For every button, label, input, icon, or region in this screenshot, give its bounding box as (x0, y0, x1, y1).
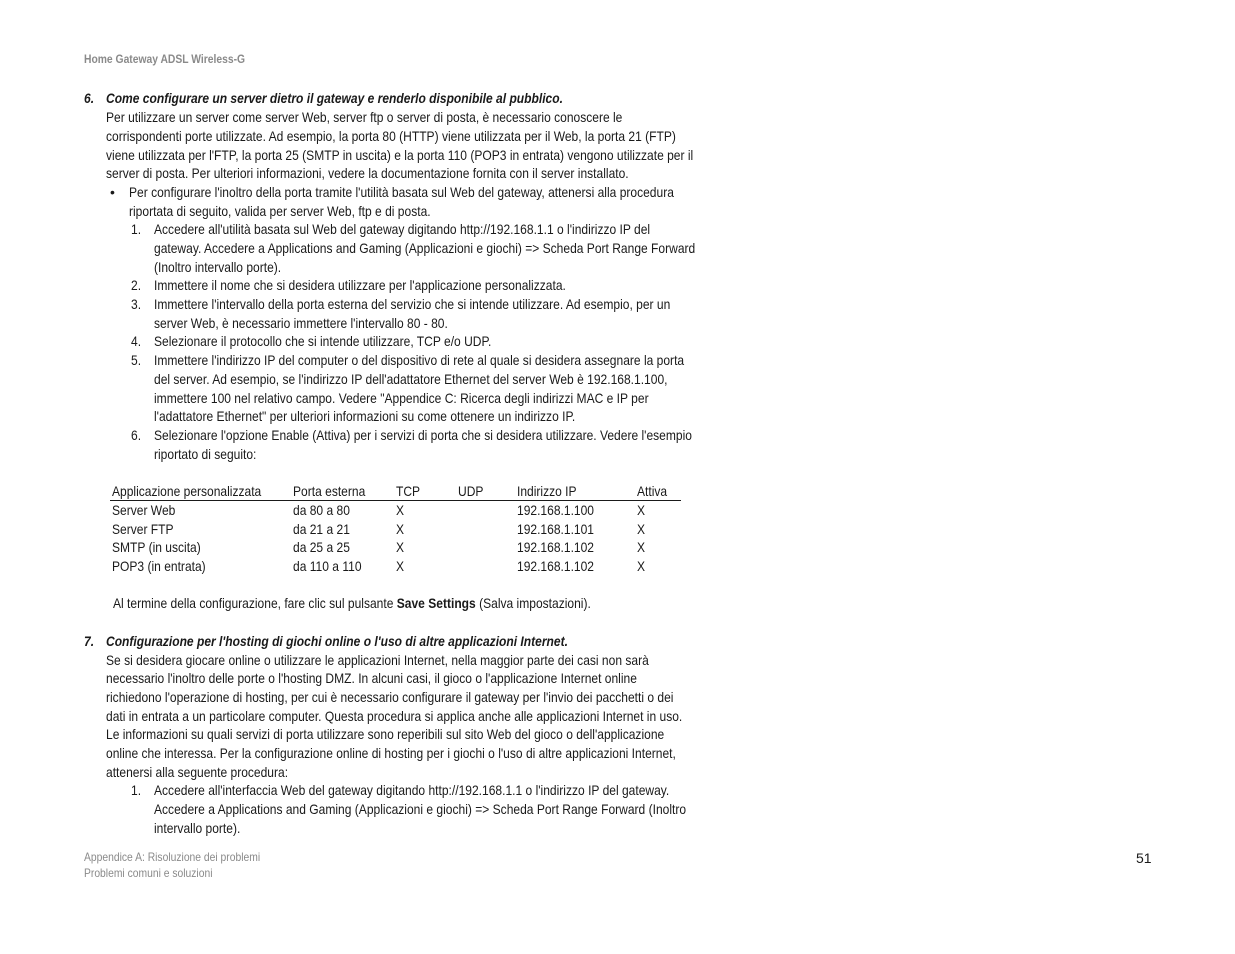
paragraph-line: attenersi alla seguente procedura: (106, 764, 289, 780)
table-cell: X (396, 521, 405, 537)
save-settings-instruction: Al termine della configurazione, fare clic sul pulsante Save Settings (Salva impostazioni). (113, 595, 591, 611)
paragraph-line: Le informazioni su quali servizi di porta utilizzare sono reperibili sul sito Web del gioco o dell'applicazione (106, 726, 665, 742)
section-7-title: Configurazione per l'hosting di giochi online o l'uso di altre applicazioni Internet. (106, 633, 568, 649)
table-header: TCP (396, 483, 421, 499)
table-cell: 192.168.1.101 (517, 521, 594, 537)
table-cell: 192.168.1.102 (517, 539, 594, 555)
step-line: riportato di seguito: (154, 446, 257, 462)
step-line: (Inoltro intervallo porte). (154, 259, 282, 275)
paragraph-line: Per utilizzare un server come server Web, server ftp o server di posta, è necessario conoscere le (106, 109, 623, 125)
table-header: UDP (458, 483, 484, 499)
bullet-line: Per configurare l'inoltro della porta tramite l'utilità basata sul Web del gateway, attenersi alla procedura (129, 184, 674, 200)
table-header: Applicazione personalizzata (112, 483, 262, 499)
table-cell: X (396, 558, 405, 574)
step-line: Immettere l'intervallo della porta esterna del servizio che si intende utilizzare. Ad esempio, per un (154, 296, 671, 312)
table-cell: X (637, 502, 646, 518)
step-number: 2. (131, 277, 142, 293)
table-cell: X (637, 539, 646, 555)
step-number: 4. (131, 333, 142, 349)
step-line: Selezionare il protocollo che si intende utilizzare, TCP e/o UDP. (154, 333, 492, 349)
footer-chapter: Appendice A: Risoluzione dei problemi (84, 850, 261, 864)
step-line: gateway. Accedere a Applications and Gaming (Applicazioni e giochi) => Scheda Port Range Forward (154, 240, 696, 256)
table-cell: da 21 a 21 (293, 521, 350, 537)
paragraph-line: corrispondenti porte utilizzate. Ad esempio, la porta 80 (HTTP) viene utilizzata per il Web, la porta 21 (FTP) (106, 128, 676, 144)
step-line: Immettere l'indirizzo IP del computer o del dispositivo di rete al quale si desidera assegnare la porta (154, 352, 685, 368)
bullet-icon: • (110, 184, 115, 200)
bullet-line: riportata di seguito, valida per server Web, ftp e di posta. (129, 203, 431, 219)
step-number: 1. (131, 221, 142, 237)
paragraph-line: online che interessa. Per la configurazione online di hosting per i giochi o l'uso di altre applicazioni Internet, (106, 745, 676, 761)
step-number: 1. (131, 782, 142, 798)
table-cell: Server Web (112, 502, 176, 518)
section-6-title: Come configurare un server dietro il gateway e renderlo disponibile al pubblico. (106, 90, 563, 106)
table-cell: da 80 a 80 (293, 502, 350, 518)
step-line: Immettere il nome che si desidera utilizzare per l'applicazione personalizzata. (154, 277, 566, 293)
step-line: del server. Ad esempio, se l'indirizzo IP dell'adattatore Ethernet del server Web è 192.168.1.100, (154, 371, 668, 387)
table-header: Porta esterna (293, 483, 366, 499)
table-header: Indirizzo IP (517, 483, 577, 499)
step-number: 6. (131, 427, 142, 443)
table-cell: 192.168.1.102 (517, 558, 594, 574)
paragraph-line: server di posta. Per ulteriori informazioni, vedere la documentazione fornita con il server installato. (106, 165, 629, 181)
paragraph-line: viene utilizzata per l'FTP, la porta 25 (SMTP in uscita) e la porta 110 (POP3 in entrata) vengono utilizzate per il (106, 147, 694, 163)
table-cell: da 110 a 110 (293, 558, 362, 574)
step-line: Accedere a Applications and Gaming (Applicazioni e giochi) => Scheda Port Range Forward (Inoltro (154, 801, 687, 817)
table-cell: POP3 (in entrata) (112, 558, 206, 574)
step-number: 3. (131, 296, 142, 312)
table-cell: X (396, 539, 405, 555)
paragraph-line: richiedono l'operazione di hosting, per cui è necessario configurare il gateway per l'invio dei pacchetti o dei (106, 689, 674, 705)
running-header: Home Gateway ADSL Wireless-G (84, 52, 246, 66)
section-7-number: 7. (84, 633, 95, 649)
step-line: Accedere all'utilità basata sul Web del gateway digitando http://192.168.1.1 o l'indirizzo IP del (154, 221, 651, 237)
table-cell: Server FTP (112, 521, 174, 537)
table-header: Attiva (637, 483, 668, 499)
table-cell: X (637, 558, 646, 574)
step-line: server Web, è necessario immettere l'intervallo 80 - 80. (154, 315, 448, 331)
step-number: 5. (131, 352, 142, 368)
table-cell: da 25 a 25 (293, 539, 350, 555)
section-6-number: 6. (84, 90, 95, 106)
page-number: 51 (1136, 850, 1152, 866)
step-line: Accedere all'interfaccia Web del gateway digitando http://192.168.1.1 o l'indirizzo IP del gateway. (154, 782, 670, 798)
step-line: immettere 100 nel relativo campo. Vedere "Appendice C: Ricerca degli indirizzi MAC e IP per (154, 390, 649, 406)
step-line: Selezionare l'opzione Enable (Attiva) per i servizi di porta che si desidera utilizzare. Vedere l'esempio (154, 427, 692, 443)
paragraph-line: necessario l'inoltro delle porte o l'hosting DMZ. In alcuni casi, il gioco o l'applicazione Internet online (106, 670, 637, 686)
paragraph-line: Se si desidera giocare online o utilizzare le applicazioni Internet, nella maggior parte dei casi non sarà (106, 652, 649, 668)
step-line: intervallo porte). (154, 820, 241, 836)
save-settings-label: Save Settings (396, 595, 476, 611)
table-cell: X (396, 502, 405, 518)
table-cell: SMTP (in uscita) (112, 539, 201, 555)
paragraph-line: dati in entrata a un particolare computer. Questa procedura si applica anche alle applicazioni Internet in uso. (106, 708, 683, 724)
table-cell: X (637, 521, 646, 537)
table-cell: 192.168.1.100 (517, 502, 594, 518)
footer-section: Problemi comuni e soluzioni (84, 866, 213, 880)
step-line: l'adattatore Ethernet" per ulteriori informazioni su come ottenere un indirizzo IP. (154, 408, 576, 424)
